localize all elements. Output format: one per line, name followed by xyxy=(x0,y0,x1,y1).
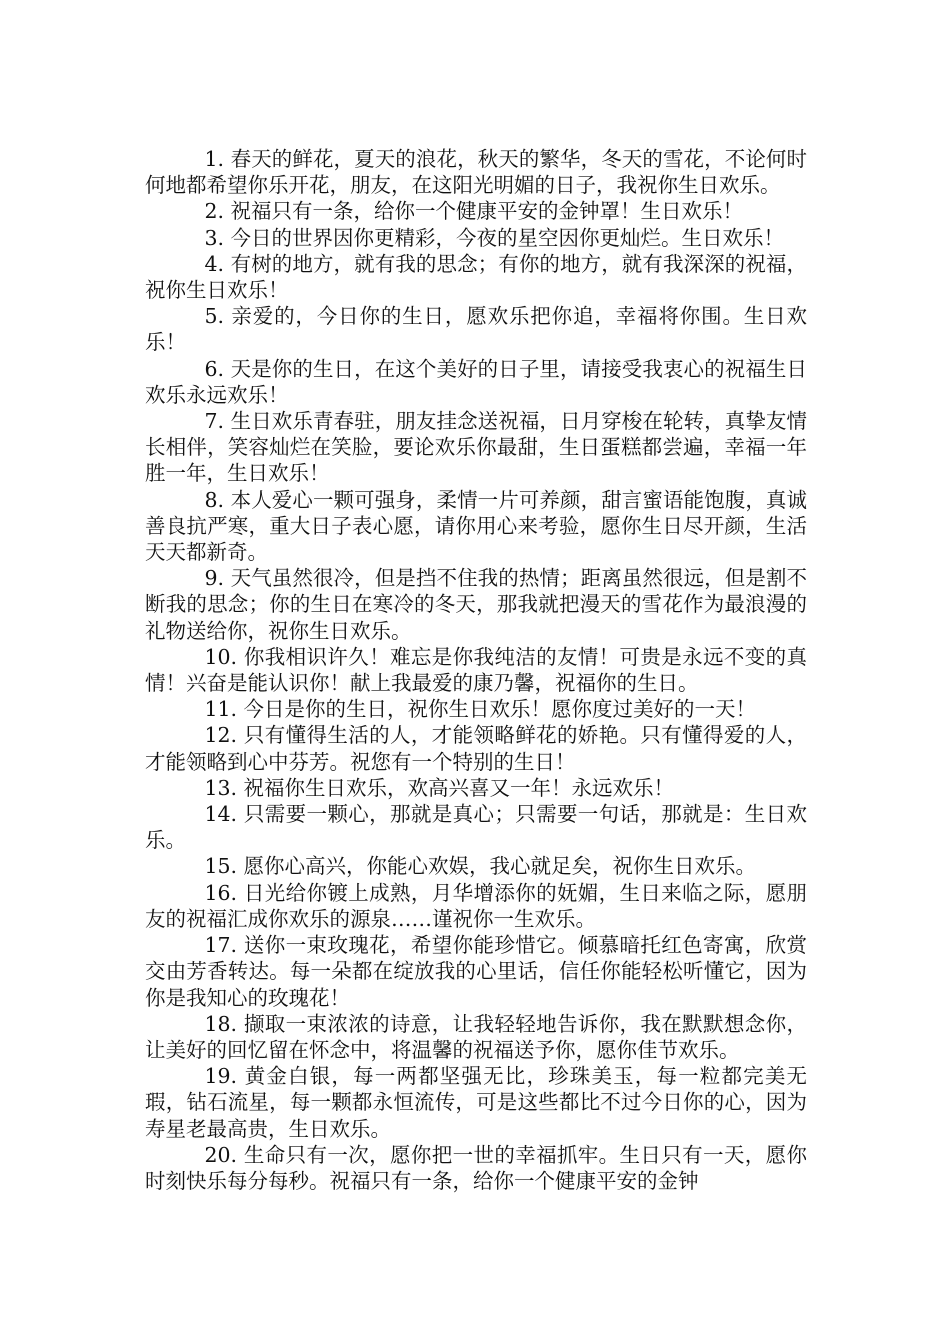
wish-item-11: 11. 今日是你的生日，祝你生日欢乐！愿你度过美好的一天！ xyxy=(204,697,757,722)
wish-item-17: 17. 送你一束玫瑰花，希望你能珍惜它。倾慕暗托红色寄寓，欣赏交由芳香转达。每一朵都在绽放我的心里话，信任你能轻松听懂它，因为你是我知心的玫瑰花！ xyxy=(145,933,807,1010)
wish-item-6: 6. 天是你的生日，在这个美好的日子里，请接受我衷心的祝福生日欢乐永远欢乐！ xyxy=(145,356,807,407)
wish-item-10: 10. 你我相识许久！难忘是你我纯洁的友情！可贵是永远不变的真情！兴奋是能认识你！献上我最爱的康乃馨，祝福你的生日。 xyxy=(145,644,807,696)
wish-item-14: 14. 只需要一颗心，那就是真心；只需要一句话，那就是：生日欢乐。 xyxy=(145,802,807,853)
wish-item-7: 7. 生日欢乐青春驻，朋友挂念送祝福，日月穿梭在轮转，真挚友情长相伴，笑容灿烂在笑脸，要论欢乐你最甜，生日蛋糕都尝遍，幸福一年胜一年，生日欢乐！ xyxy=(145,409,807,486)
document-body xyxy=(145,146,807,1194)
wish-item-3: 3. 今日的世界因你更精彩，今夜的星空因你更灿烂。生日欢乐！ xyxy=(204,225,785,250)
wish-item-1: 1. 春天的鲜花，夏天的浪花，秋天的繁华，冬天的雪花，不论何时何地都希望你乐开花，朋友，在这阳光明媚的日子，我祝你生日欢乐。 xyxy=(145,147,807,198)
wish-item-19: 19. 黄金白银，每一两都坚强无比，珍珠美玉，每一粒都完美无瑕，钻石流星，每一颗都永恒流传，可是这些都比不过今日你的心，因为寿星老最高贵，生日欢乐。 xyxy=(145,1064,807,1141)
wish-item-2: 2. 祝福只有一条，给你一个健康平安的金钟罩！生日欢乐！ xyxy=(204,199,744,224)
wish-item-20: 20. 生命只有一次，愿你把一世的幸福抓牢。生日只有一天，愿你时刻快乐每分每秒。祝福只有一条，给你一个健康平安的金钟 xyxy=(145,1142,807,1193)
wish-item-9: 9. 天气虽然很冷，但是挡不住我的热情；距离虽然很远，但是割不断我的思念；你的生日在寒冷的冬天，那我就把漫天的雪花作为最浪漫的礼物送给你，祝你生日欢乐。 xyxy=(145,566,807,643)
wish-item-18: 18. 撷取一束浓浓的诗意，让我轻轻地告诉你，我在默默想念你，让美好的回忆留在怀念中，将温馨的祝福送予你，愿你佳节欢乐。 xyxy=(145,1011,807,1062)
wish-item-5: 5. 亲爱的，今日你的生日，愿欢乐把你追，幸福将你围。生日欢乐！ xyxy=(145,304,807,355)
wish-item-16: 16. 日光给你镀上成熟，月华增添你的妩媚，生日来临之际，愿朋友的祝福汇成你欢乐的源泉……谨祝你一生欢乐。 xyxy=(145,880,807,931)
wish-item-15: 15. 愿你心高兴，你能心欢娱，我心就足矣，祝你生日欢乐。 xyxy=(204,854,757,879)
wish-item-12: 12. 只有懂得生活的人，才能领略鲜花的娇艳。只有懂得爱的人，才能领略到心中芬芳。祝您有一个特别的生日！ xyxy=(145,723,807,774)
wish-item-13: 13. 祝福你生日欢乐，欢高兴喜又一年！永远欢乐！ xyxy=(204,775,675,800)
wish-item-8: 8. 本人爱心一颗可强身，柔情一片可养颜，甜言蜜语能饱腹，真诚善良抗严寒，重大日子表心愿，请你用心来考验，愿你生日尽开颜，生活天天都新奇。 xyxy=(145,487,807,565)
wish-item-4: 4. 有树的地方，就有我的思念；有你的地方，就有我深深的祝福，祝你生日欢乐！ xyxy=(145,251,807,303)
